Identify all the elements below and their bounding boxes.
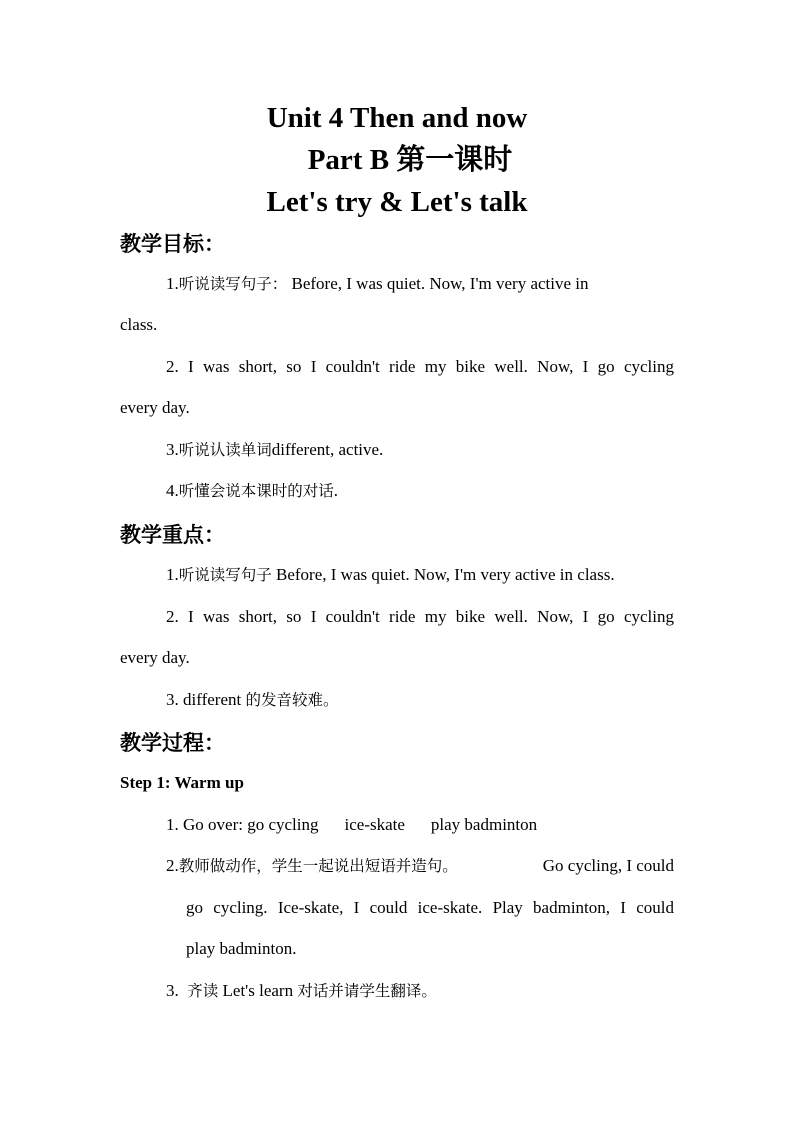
process-item-3-en: Let's learn (218, 981, 298, 1000)
objective-item-1-continued: class. (120, 315, 158, 334)
objectives-heading: 教学目标： (120, 232, 225, 256)
lesson-title: Let's try & Let's talk (266, 186, 528, 218)
key-point-item-1-en: Before, I was quiet. Now, I'm very active in class. (276, 565, 615, 584)
item-number: 4. (166, 481, 179, 500)
process-item-1-c: play badminton (430, 815, 538, 834)
key-point-item-3-cn: 的发音较难。 (245, 691, 339, 709)
item-number: 3. (166, 981, 188, 1000)
part-title: Part B 第一课时 (307, 144, 513, 176)
key-point-item-1 (166, 562, 615, 588)
key-point-item-3-en: 3. different (166, 690, 246, 709)
unit-title: Unit 4 Then and now (266, 102, 528, 134)
process-item-3-cn-1: 齐读 (187, 982, 219, 1000)
process-item-1-a: 1. Go over: go cycling (166, 815, 319, 834)
process-heading: 教学过程： (120, 731, 225, 755)
objective-item-1-en: Before, I was quiet. Now, I'm very active in (291, 274, 589, 293)
objective-item-2: 2. I was short, so I couldn't ride my bike well. Now, I go cycling (166, 357, 674, 376)
process-item-3 (166, 978, 437, 1004)
objective-item-2-continued: every day. (120, 398, 190, 417)
key-point-item-3 (166, 687, 338, 713)
item-number: 3. (166, 440, 179, 459)
process-item-2-line-3: play badminton. (186, 939, 297, 958)
key-point-item-1-cn: 听说读写句子 (178, 566, 272, 584)
key-point-item-2: 2. I was short, so I couldn't ride my bike well. Now, I go cycling (166, 607, 674, 626)
objective-item-1 (166, 271, 589, 297)
process-item-2-cn: 教师做动作，学生一起说出短语并造句。 (178, 857, 458, 875)
objective-item-1-cn: 听说读写句子： (178, 275, 288, 293)
process-item-1 (166, 812, 537, 838)
process-item-2 (166, 853, 674, 879)
objective-item-4-cn: 听懂会说本课时的对话 (178, 482, 334, 500)
process-item-2-en: Go cycling, I could (542, 856, 674, 875)
step-1-title: Step 1: Warm up (120, 773, 244, 792)
item-number: 2. (166, 856, 179, 875)
objective-item-3-en: different, active. (271, 440, 384, 459)
objective-item-3 (166, 437, 383, 463)
process-item-2-line-2: go cycling. Ice-skate, I could ice-skate. Play badminton, I could (186, 898, 674, 917)
objective-item-3-cn: 听说认读单词 (178, 441, 272, 459)
item-number: 1. (166, 274, 179, 293)
process-item-1-b: ice-skate (344, 815, 405, 834)
item-number: 1. (166, 565, 179, 584)
key-points-heading: 教学重点： (120, 523, 225, 547)
process-item-3-cn-2: 对话并请学生翻译。 (297, 982, 437, 1000)
key-point-item-2-continued: every day. (120, 648, 190, 667)
objective-item-4-end: . (333, 481, 339, 500)
objective-item-4 (166, 478, 338, 504)
